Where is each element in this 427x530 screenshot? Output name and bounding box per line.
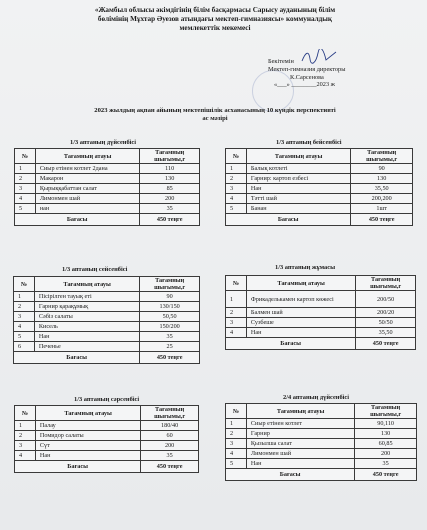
row-number: 2 — [15, 174, 36, 184]
dish-name: Тәтті шай — [246, 194, 350, 204]
table-row — [226, 419, 417, 429]
dish-name: Лимонмен шай — [246, 449, 354, 459]
row-number: 5 — [14, 332, 35, 342]
price-value: 450 теңге — [356, 338, 416, 350]
row-number: 3 — [15, 184, 36, 194]
dish-weight: 35 — [140, 204, 200, 214]
table-header-row — [226, 149, 413, 164]
approval-position: Мектеп-гимназия директоры — [268, 65, 346, 73]
dish-weight: 60,85 — [355, 439, 417, 449]
menu-title-line-2: ас мәзірі — [202, 115, 228, 122]
dish-weight: 90,110 — [355, 419, 417, 429]
dish-name: Помидор салаты — [35, 431, 140, 441]
col-header-weight: Тағамның шығымы,г — [356, 276, 416, 291]
table-row — [15, 431, 199, 441]
menu-table — [225, 275, 416, 350]
dish-weight: 150/200 — [140, 322, 200, 332]
price-label: Бағасы — [15, 461, 141, 473]
row-number: 3 — [14, 312, 35, 322]
dish-weight: 130 — [140, 174, 200, 184]
price-label: Бағасы — [226, 338, 356, 350]
menu-table — [14, 405, 199, 473]
table-row — [226, 308, 416, 318]
dish-weight: 35,50 — [356, 328, 416, 338]
table-row — [15, 194, 200, 204]
table-row — [15, 184, 200, 194]
dish-name: Нан — [246, 328, 355, 338]
row-number: 5 — [15, 204, 36, 214]
row-number: 3 — [226, 318, 247, 328]
table-row — [15, 164, 200, 174]
table-row — [226, 328, 416, 338]
approval-name: К.Сарсенова — [290, 73, 324, 81]
row-number: 4 — [226, 194, 247, 204]
row-number: 6 — [14, 342, 35, 352]
row-number: 1 — [226, 291, 247, 308]
header-line-3: мемлекеттік мекемесі — [179, 24, 251, 32]
dish-weight: 200 — [355, 449, 417, 459]
col-header-num: № — [226, 276, 247, 291]
dish-weight: 35,50 — [351, 184, 413, 194]
total-row — [226, 214, 413, 226]
day-title: 2/4 аптаның дүйсенбісі — [283, 394, 350, 401]
row-number: 1 — [15, 421, 36, 431]
dish-weight: 90 — [351, 164, 413, 174]
row-number: 4 — [14, 322, 35, 332]
row-number: 4 — [226, 449, 247, 459]
row-number: 4 — [226, 328, 247, 338]
total-row — [15, 214, 200, 226]
approval-block — [268, 58, 393, 89]
col-header-num: № — [226, 149, 247, 164]
dish-name: Қызылша салат — [246, 439, 354, 449]
menu-title-line-1: 2023 жылдың ақпан айының мектепішілік асханасының 10 күндік перспективті — [94, 107, 336, 114]
menu-table — [225, 148, 413, 226]
dish-weight: 85 — [140, 184, 200, 194]
total-row — [226, 338, 416, 350]
row-number: 1 — [15, 164, 36, 174]
row-number: 5 — [226, 459, 247, 469]
col-header-num: № — [15, 149, 36, 164]
menu-table — [14, 148, 200, 226]
menu-title — [40, 107, 390, 123]
dish-name: Сиыр етінен котлет 2дана — [35, 164, 140, 174]
day-title: 1/3 аптаның сейсенбісі — [62, 266, 128, 273]
total-row — [14, 352, 200, 364]
dish-weight: 35 — [140, 332, 200, 342]
price-label: Бағасы — [226, 469, 355, 481]
table-row — [15, 421, 199, 431]
menu-table — [13, 276, 200, 364]
total-row — [226, 469, 417, 481]
table-header-row — [15, 149, 200, 164]
table-row — [14, 332, 200, 342]
row-number: 1 — [14, 292, 35, 302]
price-value: 450 теңге — [140, 352, 200, 364]
dish-name: Макарон — [35, 174, 140, 184]
table-row — [14, 302, 200, 312]
row-number: 2 — [14, 302, 35, 312]
dish-weight: 200 — [141, 441, 199, 451]
header-line-1: «Жамбыл облысы әкімдігінің білім басқармасы Сарысу ауданының білім — [94, 6, 336, 14]
table-header-row — [226, 404, 417, 419]
table-row — [15, 174, 200, 184]
dish-weight: 200/20 — [356, 308, 416, 318]
col-header-weight: Тағамның шығымы,г — [140, 277, 200, 292]
table-header-row — [15, 406, 199, 421]
row-number: 4 — [15, 451, 36, 461]
col-header-name: Тағамның атауы — [34, 277, 139, 292]
dish-name: Сәбіз салаты — [34, 312, 139, 322]
price-label: Бағасы — [14, 352, 140, 364]
dish-weight: 1шт — [351, 204, 413, 214]
col-header-weight: Тағамның шығымы,г — [351, 149, 413, 164]
price-label: Бағасы — [15, 214, 140, 226]
dish-name: Қырыққабаттан салат — [35, 184, 140, 194]
col-header-weight: Тағамның шығымы,г — [355, 404, 417, 419]
col-header-weight: Тағамның шығымы,г — [140, 149, 200, 164]
col-header-num: № — [15, 406, 36, 421]
dish-weight: 110 — [140, 164, 200, 174]
col-header-name: Тағамның атауы — [35, 406, 140, 421]
dish-weight: 35 — [141, 451, 199, 461]
row-number: 1 — [226, 419, 247, 429]
table-row — [226, 459, 417, 469]
row-number: 2 — [226, 308, 247, 318]
dish-name: Палау — [35, 421, 140, 431]
header-line-2: бөлімінің Мұхтар Әуезов атындағы мектеп-гимназиясы» коммуналдық — [97, 15, 333, 23]
col-header-num: № — [14, 277, 35, 292]
row-number: 4 — [15, 194, 36, 204]
table-row — [14, 292, 200, 302]
dish-weight: 130 — [355, 429, 417, 439]
table-row — [226, 291, 416, 308]
col-header-name: Тағамның атауы — [246, 404, 354, 419]
col-header-weight: Тағамның шығымы,г — [141, 406, 199, 421]
table-row — [14, 312, 200, 322]
row-number: 2 — [15, 431, 36, 441]
dish-name: Банан — [246, 204, 350, 214]
price-label: Бағасы — [226, 214, 351, 226]
table-header-row — [226, 276, 416, 291]
table-row — [226, 164, 413, 174]
dish-name: Нан — [35, 451, 140, 461]
dish-name: Нан — [34, 332, 139, 342]
table-row — [226, 194, 413, 204]
dish-weight: 200/50 — [356, 291, 416, 308]
approval-title: Бекітемін — [268, 58, 294, 65]
dish-weight: 35 — [355, 459, 417, 469]
row-number: 3 — [226, 184, 247, 194]
dish-weight: 180/40 — [141, 421, 199, 431]
col-header-name: Тағамның атауы — [35, 149, 140, 164]
day-title: 1/3 аптаның сәрсенбісі — [74, 396, 140, 403]
day-title: 1/3 аптаның жұмасы — [275, 264, 336, 271]
table-row — [226, 174, 413, 184]
dish-weight: 130 — [351, 174, 413, 184]
table-row — [226, 318, 416, 328]
table-row — [226, 439, 417, 449]
table-row — [15, 204, 200, 214]
row-number: 3 — [226, 439, 247, 449]
row-number: 2 — [226, 174, 247, 184]
row-number: 2 — [226, 429, 247, 439]
dish-weight: 50/50 — [356, 318, 416, 328]
table-row — [226, 184, 413, 194]
dish-name: Печенье — [34, 342, 139, 352]
col-header-name: Тағамның атауы — [246, 149, 350, 164]
dish-name: Балық котлеті — [246, 164, 350, 174]
dish-weight: 130/150 — [140, 302, 200, 312]
dish-name: Балмен шай — [246, 308, 355, 318]
dish-name: Сузбеше — [246, 318, 355, 328]
dish-weight: 60 — [141, 431, 199, 441]
dish-name: Нан — [246, 459, 354, 469]
dish-name: Пісірілген тауық еті — [34, 292, 139, 302]
table-row — [14, 322, 200, 332]
dish-name: Гарнир: картоп езбесі — [246, 174, 350, 184]
dish-name: Сиыр етінен котлет — [246, 419, 354, 429]
dish-weight: 50,50 — [140, 312, 200, 322]
dish-weight: 90 — [140, 292, 200, 302]
dish-name: Сүт — [35, 441, 140, 451]
dish-name: Гарнир қарақұмық — [34, 302, 139, 312]
dish-name: Кисель — [34, 322, 139, 332]
col-header-name: Тағамның атауы — [246, 276, 355, 291]
table-row — [15, 441, 199, 451]
dish-name: Лимонмен шай — [35, 194, 140, 204]
approval-date: «___» ________2023 ж — [274, 81, 336, 89]
dish-weight: 25 — [140, 342, 200, 352]
price-value: 450 теңге — [140, 214, 200, 226]
row-number: 5 — [226, 204, 247, 214]
table-row — [226, 429, 417, 439]
dish-name: нан — [35, 204, 140, 214]
row-number: 1 — [226, 164, 247, 174]
day-title: 1/3 аптаның дүйсенбісі — [70, 139, 137, 146]
table-row — [226, 449, 417, 459]
day-title: 1/3 аптаның бейсенбісі — [276, 139, 342, 146]
price-value: 450 теңге — [355, 469, 417, 481]
price-value: 450 теңге — [351, 214, 413, 226]
table-row — [226, 204, 413, 214]
dish-name: Нан — [246, 184, 350, 194]
total-row — [15, 461, 199, 473]
dish-weight: 200,200 — [351, 194, 413, 204]
table-row — [15, 451, 199, 461]
dish-weight: 200 — [140, 194, 200, 204]
school-header — [40, 6, 390, 33]
dish-name: Гарнир — [246, 429, 354, 439]
table-header-row — [14, 277, 200, 292]
price-value: 450 теңге — [141, 461, 199, 473]
table-row — [14, 342, 200, 352]
col-header-num: № — [226, 404, 247, 419]
dish-name: Фрикаделькамен картоп көжесі — [246, 291, 355, 308]
menu-table — [225, 403, 417, 481]
row-number: 3 — [15, 441, 36, 451]
